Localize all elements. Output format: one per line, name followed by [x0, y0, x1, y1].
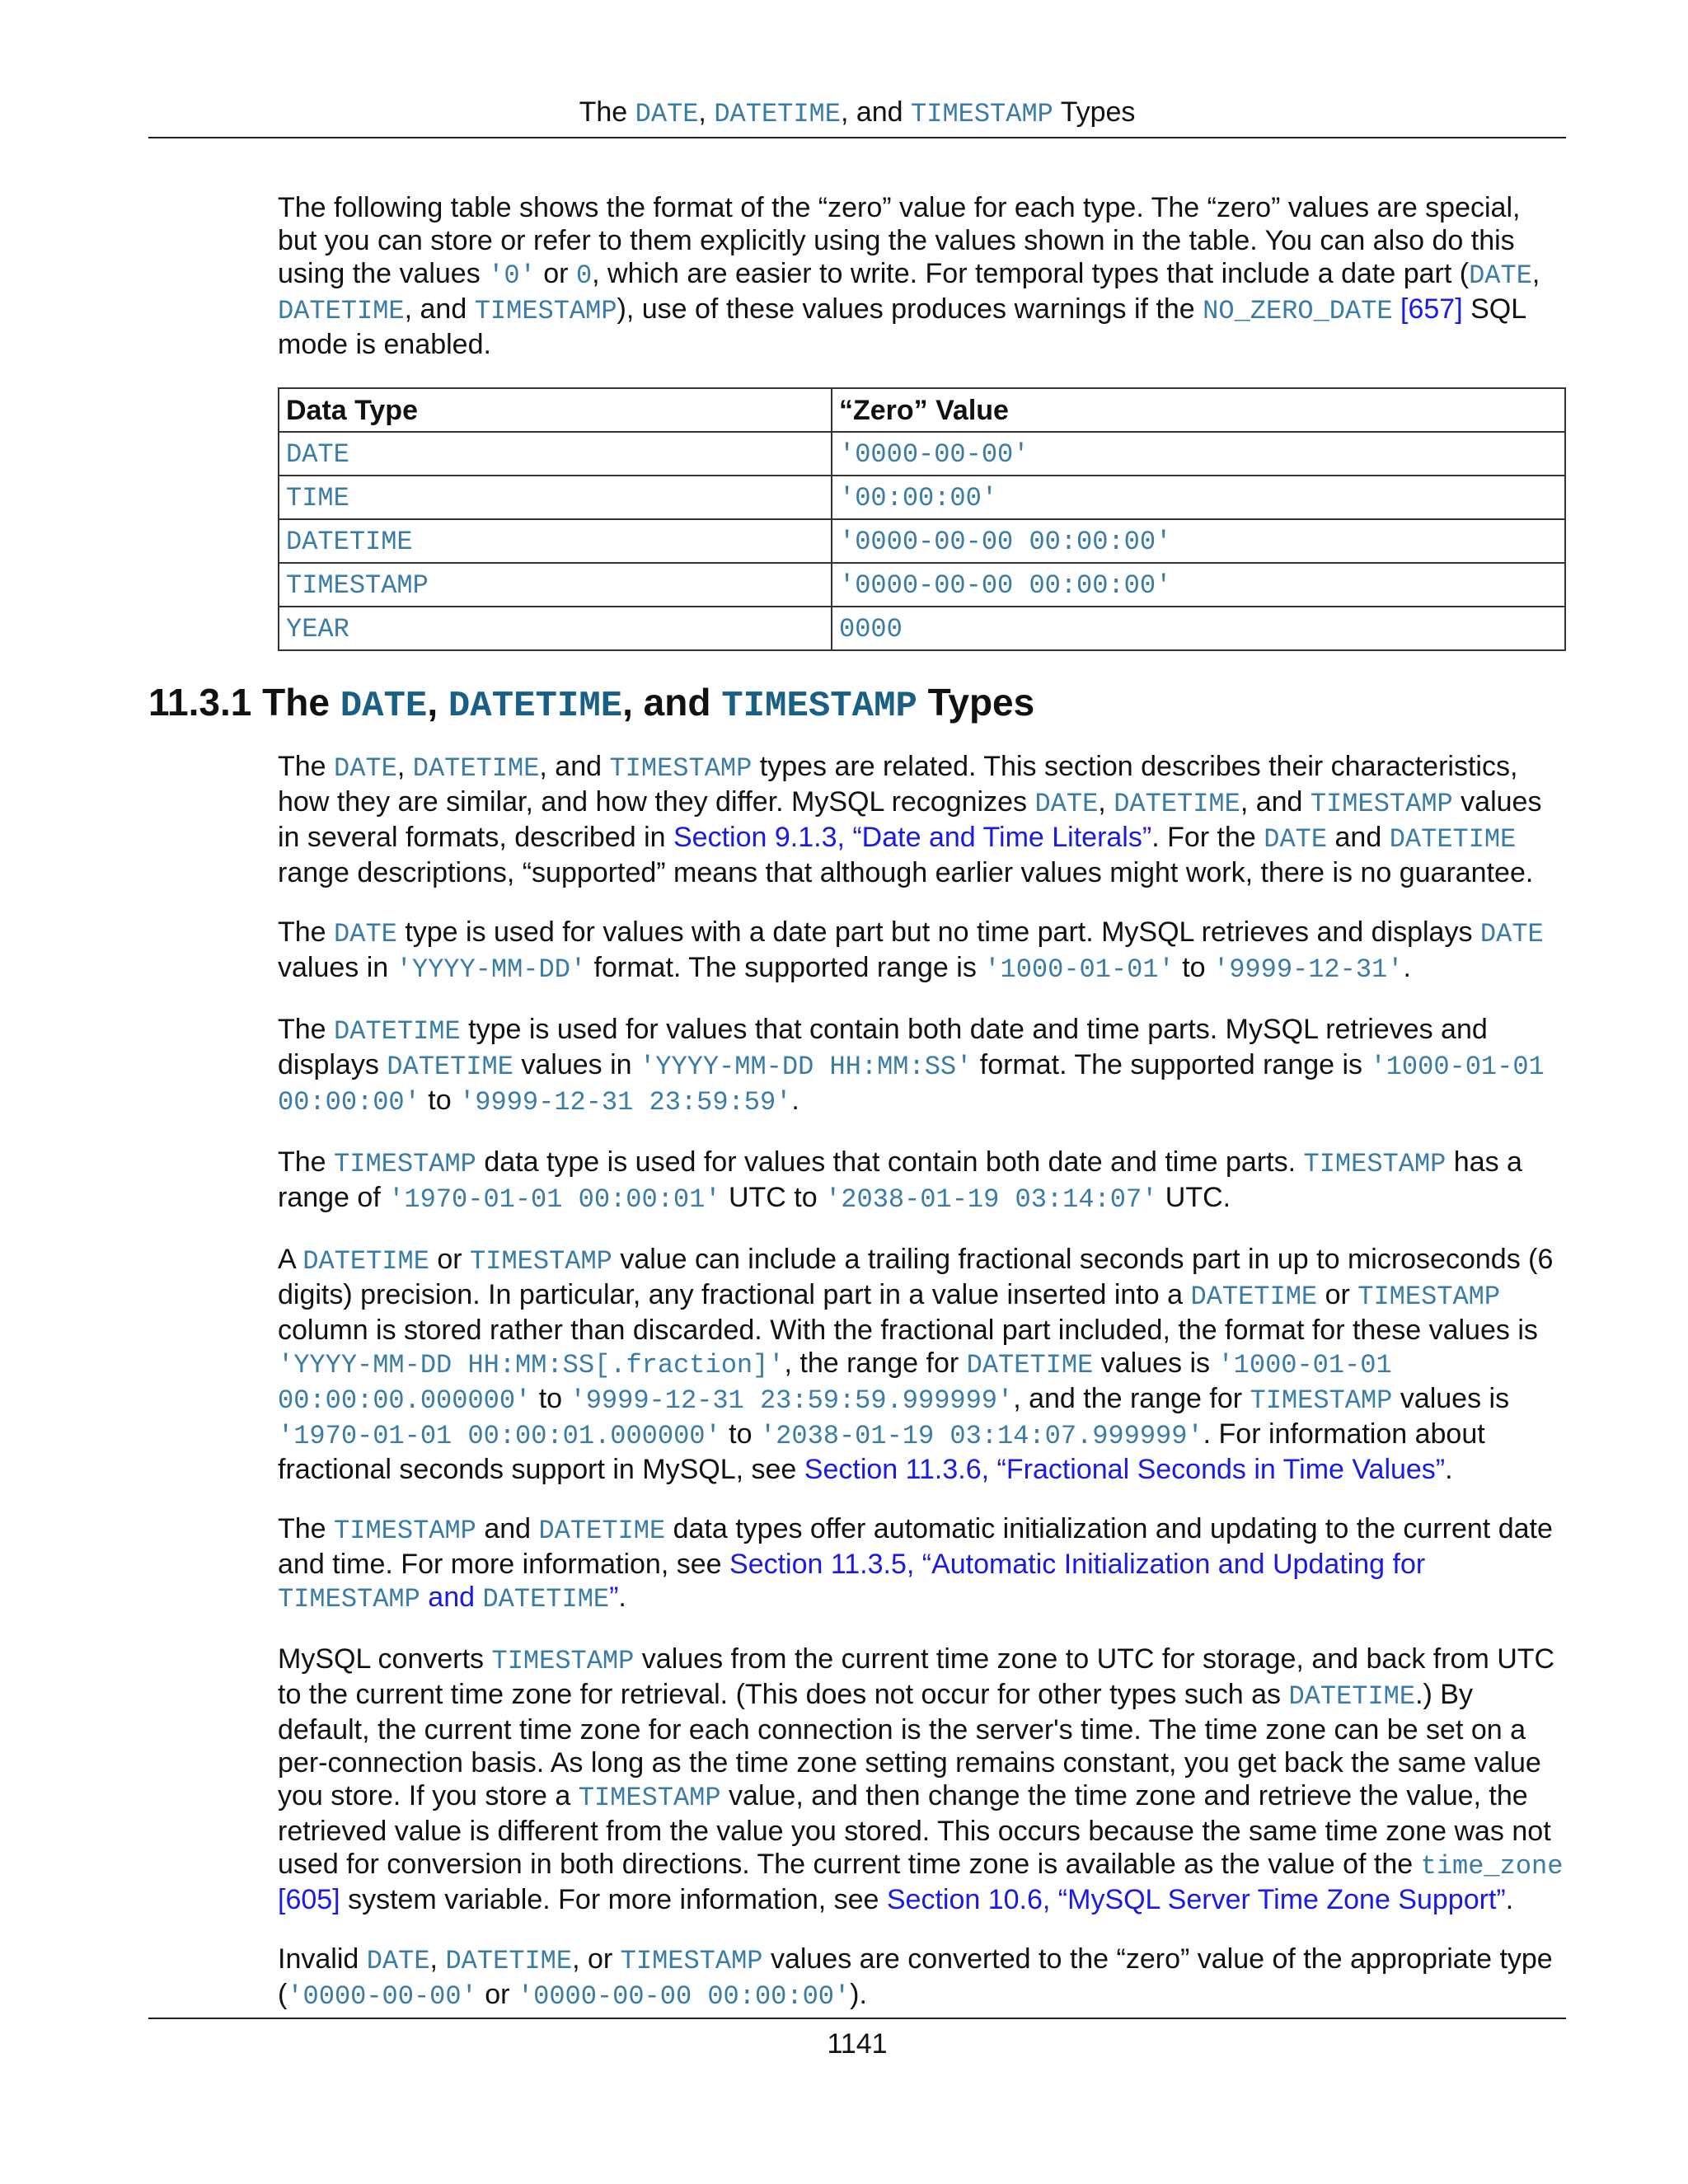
type-link[interactable]: DATETIME — [286, 527, 413, 557]
link-auto-initialization[interactable]: Section 11.3.5, “Automatic Initialization and Updating for TIMESTAMP and DATETIME” — [278, 1549, 1426, 1615]
table-row — [279, 432, 1565, 476]
link-time-zone-support[interactable]: Section 10.6, “MySQL Server Time Zone Support” — [886, 1884, 1506, 1915]
header-zero-value: “Zero” Value — [832, 388, 1565, 432]
zero-values-table — [278, 387, 1566, 651]
type-link[interactable]: YEAR — [286, 614, 349, 644]
intro-block — [278, 191, 1566, 651]
type-link[interactable]: TIMESTAMP — [286, 570, 429, 601]
table-row — [279, 519, 1565, 563]
page-header: The DATE, DATETIME, and TIMESTAMP Types — [148, 92, 1566, 138]
paragraph-invalid: Invalid DATE, DATETIME, or TIMESTAMP values are converted to the “zero” value of the appropriate type ('0000-00-00' or '0000-00-00 00:00:00'). — [278, 1943, 1553, 2012]
section-body — [278, 750, 1566, 2040]
page-footer — [148, 2018, 1566, 2069]
ref-657-link[interactable]: [657] — [1400, 293, 1463, 325]
link-date-time-literals[interactable]: Section 9.1.3, “Date and Time Literals” — [673, 822, 1152, 853]
type-link[interactable]: TIME — [286, 483, 349, 513]
section-heading: 11.3.1 The DATE, DATETIME, and TIMESTAMP Types — [148, 681, 1035, 727]
table-row — [279, 563, 1565, 607]
zero-value: '0000-00-00 00:00:00' — [839, 527, 1172, 557]
paragraph-datetime: The DATETIME type is used for values that contain both date and time parts. MySQL retrieves and displays DATETIME values in 'YYYY-MM-DD HH:MM:SS' format. The supported range is '1000-01-01 00:00:00' to '9999-12-31 23:59:59'. — [278, 1014, 1545, 1118]
paragraph-fractional: A DATETIME or TIMESTAMP value can include a trailing fractional seconds part in up to microseconds (6 digits) precision. In particular, any fractional part in a value inserted into a DATETIME or TIMESTAMP column is stored rather than discarded. With the fractional part included, the format for these values is 'YYYY-MM-DD HH:MM:SS[.fraction]', the range for DATETIME values is '1000-01-01 00:00:00.000000' to '9999-12-31 23:59:59.999999', and the range for TIMESTAMP values is '1970-01-01 00:00:01.000000' to '2038-01-19 03:14:07.999999'. For information about fractional seconds support in MySQL, see Section 11.3.6, “Fractional Seconds in Time Values”. — [278, 1244, 1554, 1485]
paragraph-timestamp: The TIMESTAMP data type is used for values that contain both date and time parts. TIMESTAMP has a range of '1970-01-01 00:00:01' UTC to '2038-01-19 03:14:07' UTC. — [278, 1146, 1522, 1215]
time-zone-var-link[interactable]: time_zone — [1420, 1851, 1564, 1882]
zero-value: '00:00:00' — [839, 483, 998, 513]
paragraph-time-zone: MySQL converts TIMESTAMP values from the current time zone to UTC for storage, and back from UTC to the current time zone for retrieval. (This does not occur for other types such as DATETIME.) By default, the current time zone for each connection is the server's time. The time zone can be set on a per-connection basis. As long as the time zone setting remains constant, you get back the same value you store. If you store a TIMESTAMP value, and then change the time zone and retrieve the value, the retrieved value is different from the value you stored. This occurs because the same time zone was not used for conversion in both directions. The current time zone is available as the value of the time_zone [605] system variable. For more information, see Section 10.6, “MySQL Server Time Zone Support”. — [278, 1643, 1564, 1915]
type-link[interactable]: DATE — [286, 439, 349, 470]
zero-value: '0000-00-00 00:00:00' — [839, 570, 1172, 601]
paragraph-overview: The DATE, DATETIME, and TIMESTAMP types are related. This section describes their characteristics, how they are similar, and how they differ. MySQL recognizes DATE, DATETIME, and TIMESTAMP values in several formats, described in Section 9.1.3, “Date and Time Literals”. For the DATE and DATETIME range descriptions, “supported” means that although earlier values might work, there is no guarantee. — [278, 751, 1542, 888]
header-data-type: Data Type — [279, 388, 832, 432]
table-header-row — [279, 388, 1565, 432]
table-row — [279, 476, 1565, 519]
paragraph-date: The DATE type is used for values with a date part but no time part. MySQL retrieves and displays DATE values in 'YYYY-MM-DD' format. The supported range is '1000-01-01' to '9999-12-31'. — [278, 916, 1544, 985]
no-zero-date-link[interactable]: NO_ZERO_DATE — [1203, 296, 1393, 326]
table-row — [279, 607, 1565, 650]
page-number: 1141 — [827, 2028, 888, 2060]
intro-paragraph: The following table shows the format of the “zero” value for each type. The “zero” values are special, but you can store or refer to them explicitly using the values shown in the table. You can also do this using the values '0' or 0, which are easier to write. For temporal types that include a date part (DATE, DATETIME, and TIMESTAMP), use of these values produces warnings if the NO_ZERO_DATE [657] SQL mode is enabled. — [278, 192, 1540, 360]
paragraph-auto-init: The TIMESTAMP and DATETIME data types offer automatic initialization and updating to the current date and time. For more information, see Section 11.3.5, “Automatic Initialization and Updating for TIMESTAMP and DATETIME”. — [278, 1513, 1553, 1615]
zero-value: 0000 — [839, 614, 903, 644]
link-fractional-seconds[interactable]: Section 11.3.6, “Fractional Seconds in Time Values” — [804, 1454, 1446, 1485]
ref-605-link[interactable]: [605] — [278, 1884, 340, 1915]
zero-value: '0000-00-00' — [839, 439, 1029, 470]
